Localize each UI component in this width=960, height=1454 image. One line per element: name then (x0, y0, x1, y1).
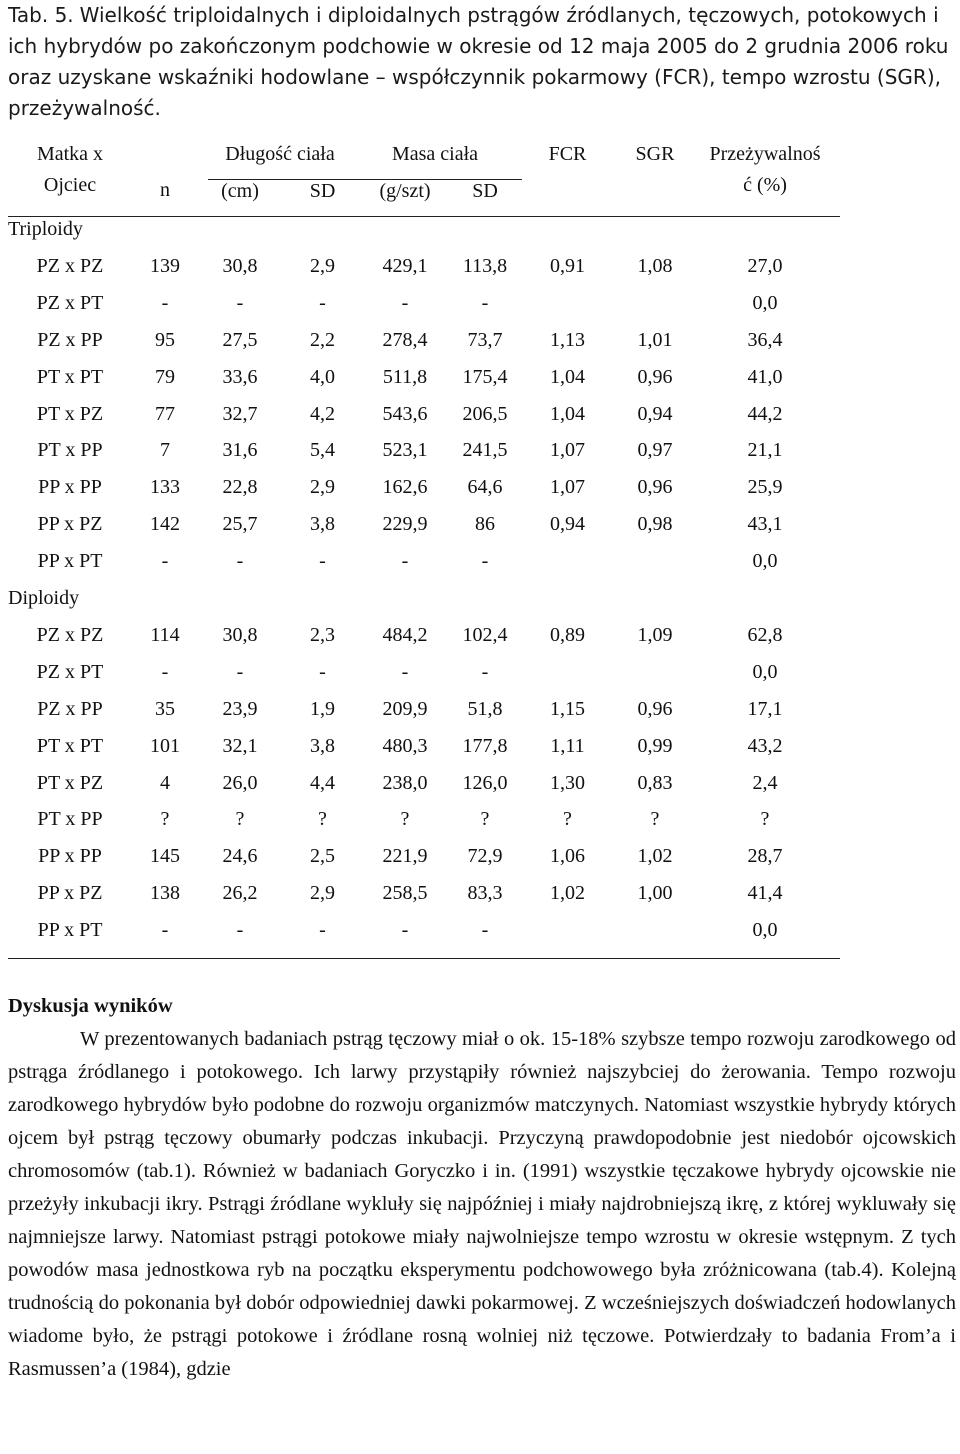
cell-mass-sd: 64,6 (467, 476, 503, 499)
header-cross-line2: Ojciec (43, 174, 97, 196)
cell-mass: 238,0 (382, 771, 428, 794)
cell-cross: PZ x PZ (36, 254, 104, 277)
cell-mass-sd: - (481, 919, 489, 942)
cell-mass-sd: ? (480, 808, 490, 831)
cell-length: ? (235, 808, 245, 831)
cell-length-sd: - (319, 291, 326, 314)
cell-sgr: 0,94 (637, 402, 673, 425)
cell-cross: PZ x PP (37, 328, 103, 351)
cell-length: - (236, 919, 244, 942)
cell-n: - (161, 291, 169, 314)
cell-length: - (236, 550, 244, 573)
cell-n: ? (160, 808, 170, 831)
cell-length: 30,8 (222, 254, 258, 277)
cell-length-sd: 2,9 (310, 476, 335, 499)
cell-survival: 21,1 (747, 439, 783, 462)
cell-fcr: 1,02 (550, 882, 585, 905)
cell-cross: PP x PT (37, 919, 103, 942)
cell-cross: PP x PZ (37, 882, 103, 905)
cell-cross: PP x PZ (37, 513, 103, 536)
cell-mass: 278,4 (382, 328, 428, 351)
cell-sgr: 1,00 (637, 882, 673, 905)
cell-length-sd: 2,9 (310, 882, 335, 905)
cell-length-sd: 4,2 (310, 402, 335, 425)
header-divider (208, 179, 522, 180)
cell-mass: 523,1 (382, 439, 428, 462)
header-n: n (160, 179, 170, 201)
cell-cross: PZ x PT (36, 291, 104, 314)
cell-mass-sd: 73,7 (467, 328, 503, 351)
cell-cross: PP x PP (38, 845, 102, 868)
cell-sgr: ? (650, 808, 660, 831)
cell-n: 138 (150, 882, 180, 905)
cell-fcr: 1,15 (550, 697, 585, 720)
cell-length-sd: - (319, 550, 326, 573)
cell-length-sd: 2,5 (310, 845, 335, 868)
cell-length: 25,7 (222, 513, 258, 536)
cell-survival: 0,0 (752, 660, 778, 683)
cell-survival: ? (760, 808, 770, 831)
cell-n: - (161, 660, 169, 683)
cell-mass: - (401, 919, 409, 942)
cell-n: 133 (150, 476, 180, 499)
cell-mass-sd: 51,8 (467, 697, 503, 720)
cell-n: 114 (150, 623, 180, 646)
cell-cross: PT x PZ (36, 771, 104, 794)
cell-length-sd: 2,2 (310, 328, 335, 351)
cell-mass-sd: 72,9 (467, 845, 503, 868)
cell-mass: 221,9 (382, 845, 428, 868)
cell-length: - (236, 660, 244, 683)
cell-length: 33,6 (222, 365, 258, 388)
cell-n: 95 (155, 328, 175, 351)
cell-mass: - (401, 660, 409, 683)
header-cross-line1: Matka x (36, 143, 104, 165)
cell-cross: PT x PT (36, 365, 104, 388)
cell-sgr: 0,97 (637, 439, 673, 462)
section-title: Triploidy (8, 218, 83, 240)
discussion-heading: Dyskusja wyników (8, 995, 173, 1017)
cell-survival: 2,4 (752, 771, 778, 794)
caption-text: Wielkość triploidalnych i diploidalnych pstrągów źródlanych, tęczowych, potokowych i ich hybrydów po zakończonym podchowie w okresie od 12 maja 2005 do 2 grudnia 2006 roku oraz uzyskane wskaźniki hodowlane – współczynnik pokarmowy (FCR), tempo wzrostu (SGR), przeżywalność. (8, 3, 949, 120)
cell-mass-sd: 86 (475, 513, 495, 536)
cell-survival: 44,2 (747, 402, 783, 425)
cell-survival: 36,4 (747, 328, 783, 351)
cell-n: - (161, 919, 169, 942)
cell-length-sd: 2,3 (310, 623, 335, 646)
cell-cross: PZ x PZ (36, 623, 104, 646)
cell-survival: 28,7 (747, 845, 783, 868)
cell-sgr: 0,98 (637, 513, 673, 536)
cell-mass-sd: 102,4 (462, 623, 508, 646)
cell-n: 7 (160, 439, 170, 462)
cell-cross: PT x PP (37, 439, 103, 462)
cell-fcr: ? (563, 808, 572, 831)
cell-n: 4 (160, 771, 170, 794)
cell-sgr: 1,01 (637, 328, 673, 351)
cell-mass: 258,5 (382, 882, 428, 905)
cell-length-sd: ? (318, 808, 327, 831)
cell-survival: 0,0 (752, 550, 778, 573)
cell-fcr: 0,89 (550, 623, 585, 646)
cell-mass: 209,9 (382, 697, 428, 720)
cell-n: 139 (150, 254, 180, 277)
cell-length-sd: 4,4 (310, 771, 335, 794)
header-sd-1: SD (309, 180, 336, 202)
cell-sgr: 1,02 (637, 845, 673, 868)
cell-fcr: 1,04 (550, 365, 585, 388)
cell-fcr: 1,30 (550, 771, 585, 794)
cell-mass-sd: 126,0 (462, 771, 508, 794)
cell-mass-sd: - (481, 291, 489, 314)
header-survival-line1: Przeżywalnoś (709, 143, 821, 165)
cell-survival: 41,0 (747, 365, 783, 388)
cell-length: 24,6 (222, 845, 258, 868)
cell-mass-sd: 175,4 (462, 365, 508, 388)
cell-length-sd: 2,9 (310, 254, 335, 277)
header-length-unit: (cm) (221, 180, 259, 202)
cell-mass: 480,3 (382, 734, 428, 757)
header-sgr: SGR (635, 143, 675, 165)
cell-survival: 0,0 (752, 291, 778, 314)
cell-mass: 429,1 (382, 254, 428, 277)
cell-length-sd: 4,0 (310, 365, 335, 388)
cell-length-sd: - (319, 660, 326, 683)
header-mass-group: Masa ciała (391, 143, 479, 165)
cell-sgr: 0,96 (637, 365, 673, 388)
header-mass-unit: (g/szt) (379, 180, 431, 202)
cell-length-sd: - (319, 919, 326, 942)
cell-fcr: 1,07 (550, 439, 585, 462)
cell-n: 101 (150, 734, 180, 757)
cell-cross: PP x PP (38, 476, 102, 499)
cell-fcr: 1,04 (550, 402, 585, 425)
cell-mass-sd: 206,5 (462, 402, 508, 425)
cell-mass: 229,9 (382, 513, 428, 536)
header-bottom-rule (8, 216, 840, 217)
cell-cross: PT x PT (36, 734, 104, 757)
cell-mass-sd: 113,8 (462, 254, 508, 277)
cell-length: 32,7 (222, 402, 258, 425)
cell-length: 26,2 (222, 882, 258, 905)
cell-survival: 25,9 (747, 476, 783, 499)
section-title: Diploidy (8, 587, 80, 609)
cell-n: 35 (155, 697, 175, 720)
cell-sgr: 1,09 (637, 623, 673, 646)
cell-survival: 62,8 (747, 623, 783, 646)
cell-mass: 543,6 (382, 402, 428, 425)
cell-length: 27,5 (222, 328, 258, 351)
cell-fcr: 0,94 (550, 513, 585, 536)
header-survival-line2: ć (%) (743, 174, 787, 196)
cell-cross: PT x PZ (36, 402, 104, 425)
cell-survival: 41,4 (747, 882, 783, 905)
header-fcr: FCR (548, 143, 587, 165)
cell-sgr: 0,96 (637, 476, 673, 499)
table-number: Tab. 5. (8, 3, 74, 27)
cell-length: 32,1 (222, 734, 258, 757)
cell-length: 23,9 (222, 697, 258, 720)
cell-mass-sd: - (481, 660, 489, 683)
cell-mass-sd: - (481, 550, 489, 573)
cell-fcr: 1,11 (550, 734, 585, 757)
cell-length: 26,0 (222, 771, 258, 794)
header-sd-2: SD (472, 180, 498, 202)
cell-n: 142 (150, 513, 180, 536)
cell-mass: ? (400, 808, 410, 831)
cell-n: - (161, 550, 169, 573)
cell-fcr: 1,13 (550, 328, 585, 351)
cell-cross: PT x PP (37, 808, 103, 831)
cell-fcr: 1,06 (550, 845, 585, 868)
cell-mass: - (401, 550, 409, 573)
cell-sgr: 1,08 (637, 254, 673, 277)
cell-sgr: 0,96 (637, 697, 673, 720)
cell-mass: 162,6 (382, 476, 428, 499)
header-length-group: Długość ciała (225, 143, 335, 165)
cell-n: 145 (150, 845, 180, 868)
cell-n: 79 (155, 365, 175, 388)
cell-length-sd: 3,8 (310, 513, 335, 536)
cell-mass: - (401, 291, 409, 314)
cell-survival: 43,1 (747, 513, 783, 536)
cell-mass-sd: 83,3 (467, 882, 503, 905)
cell-length-sd: 1,9 (310, 697, 335, 720)
cell-mass-sd: 177,8 (462, 734, 508, 757)
cell-mass: 484,2 (382, 623, 428, 646)
cell-mass-sd: 241,5 (462, 439, 508, 462)
cell-fcr: 1,07 (550, 476, 585, 499)
cell-cross: PZ x PP (37, 697, 103, 720)
cell-mass: 511,8 (382, 365, 428, 388)
cell-survival: 17,1 (747, 697, 783, 720)
cell-length-sd: 5,4 (310, 439, 335, 462)
cell-sgr: 0,83 (637, 771, 673, 794)
cell-survival: 0,0 (752, 919, 778, 942)
discussion-section (8, 990, 956, 1386)
cell-length: 22,8 (222, 476, 258, 499)
discussion-paragraph: W prezentowanych badaniach pstrąg tęczowy miał o ok. 15-18% szybsze tempo rozwoju zarodkowego od pstrąga źródlanego i potokowego. Ich larwy przystąpiły również najszybciej do żerowania. Tempo rozwoju zarodkowego hybrydów było podobne do rozwoju organizmów matczynych. Natomiast wszystkie hybrydy których ojcem był pstrąg tęczowy obumarły podczas inkubacji. Przyczyną prawdopodobnie jest niedobór ojcowskich chromosomów (tab.1). Również w badaniach Goryczko i in. (1991) wszystkie tęczakowe hybrydy ojcowskie nie przeżyły inkubacji ikry. Pstrągi źródlane wykluły się najpóźniej i miały najdrobniejszą ikrę, z której wykluwały się najmniejsze larwy. Natomiast pstrągi potokowe miały najwolniejsze tempo wzrostu w okresie wstępnym. Z tych powodów masa jednostkowa ryb na początku eksperymentu podchowowego była zróżnicowana (tab.4). Kolejną trudnością do pokonania był dobór odpowiedniej dawki pokarmowej. Z wcześniejszych doświadczeń hodowlanych wiadome było, że pstrągi potokowe i źródlane rosną wolniej niż tęczowe. Potwierdzały to badania From’a i Rasmussen’a (1984), gdzie (8, 1028, 956, 1380)
cell-survival: 43,2 (747, 734, 783, 757)
cell-n: 77 (155, 402, 175, 425)
cell-cross: PP x PT (37, 550, 103, 573)
cell-sgr: 0,99 (637, 734, 673, 757)
cell-length: 30,8 (222, 623, 258, 646)
cell-length: - (236, 291, 244, 314)
cell-length-sd: 3,8 (310, 734, 335, 757)
table-bottom-rule (8, 958, 840, 959)
cell-fcr: 0,91 (550, 254, 585, 277)
cell-survival: 27,0 (747, 254, 783, 277)
cell-length: 31,6 (222, 439, 258, 462)
cell-cross: PZ x PT (36, 660, 104, 683)
